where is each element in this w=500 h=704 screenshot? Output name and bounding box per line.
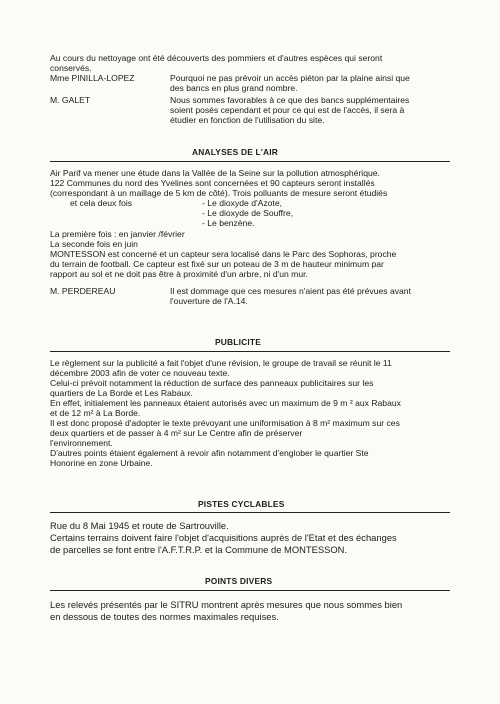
body-line: et de 12 m² à La Borde. (50, 408, 141, 418)
body-line: Celui-ci prévoit notamment la réduction de surface des panneaux publicitaires sur les (50, 378, 374, 388)
body-line: Certains terrains doivent faire l'objet d'acquisitions auprès de l'Etat et des échanges (50, 532, 397, 543)
body-line: et cela deux fois (70, 198, 133, 208)
body-line: rapport au sol et ne doit pas être à proximité d'un arbre, ni d'un mur. (50, 269, 308, 279)
speaker-name: M. GALET (50, 95, 91, 105)
body-line: La seconde fois en juin (50, 239, 138, 249)
pollutant-item: - Le benzène. (202, 218, 255, 228)
section-heading: PUBLICITE (215, 337, 262, 347)
body-line: quartiers de La Borde et Les Rabaux. (50, 388, 193, 398)
speaker-reply: Il est dommage que ces mesures n'aient pas été prévues avant (170, 286, 411, 296)
speaker-reply: soient posés cependant et pour ce qui est de l'accès, il sera à (170, 105, 405, 115)
body-line: 122 Communes du nord des Yvelines sont concernées et 90 capteurs seront installés (50, 178, 375, 188)
body-line: deux quartiers et de passer à 4 m² sur Le Centre afin de préserver (50, 428, 303, 438)
speaker-reply: Pourquoi ne pas prévoir un accès piéton par la plaine ainsi que (170, 73, 410, 83)
body-line: Il est donc proposé d'adopter le texte prévoyant une uniformisation à 8 m² maximum sur ces (50, 418, 400, 428)
body-line: du terrain de football. Ce capteur est fixé sur un poteau de 3 m de hauteur minimum par (50, 259, 384, 269)
speaker-reply: des bancs en plus grand nombre. (170, 83, 298, 93)
body-line: l'environnement. (50, 438, 113, 448)
body-line: La première fois : en janvier /février (50, 229, 185, 239)
section-divider (50, 161, 450, 162)
speaker-reply: l'ouverture de l'A.14. (170, 296, 248, 306)
speaker-reply: Nous sommes favorables à ce que des bancs supplémentaires (170, 95, 410, 105)
section-heading: PISTES CYCLABLES (198, 499, 285, 509)
body-line: de parcelles se font entre l'A.F.T.R.P. et la Commune de MONTESSON. (50, 544, 348, 555)
body-line: en dessous de toutes des normes maximales requises. (50, 611, 279, 622)
body-line: En effet, initialement les panneaux étaient autorisés avec un maximum de 9 m ² aux Rabaux (50, 398, 401, 408)
body-line: Le règlement sur la publicité a fait l'objet d'une révision, le groupe de travail se réunit le 11 (50, 358, 392, 368)
body-line: D'autres points étaient également à revoir afin notamment d'englober le quartier Ste (50, 448, 369, 458)
body-line: Les relevés présentés par le SITRU montrent après mesures que nous sommes bien (50, 599, 403, 610)
intro-line: conservés. (50, 63, 92, 73)
speaker-reply: étudier en fonction de l'utilisation du site. (170, 115, 325, 125)
section-divider (50, 590, 450, 591)
section-divider (50, 351, 450, 352)
intro-line: Au cours du nettoyage ont été découverts des pommiers et d'autres espèces qui seront (50, 53, 383, 63)
body-line: MONTESSON est concerné et un capteur sera localisé dans le Parc des Sophoras, proche (50, 249, 397, 259)
speaker-name: Mme PINILLA-LOPEZ (50, 73, 135, 83)
body-line: décembre 2003 afin de voter ce nouveau texte. (50, 368, 230, 378)
body-line: Honorine en zone Urbaine. (50, 458, 153, 468)
body-line: Air Parif va mener une étude dans la Vallée de la Seine sur la pollution atmosphérique. (50, 168, 380, 178)
pollutant-item: - Le dioxyde d'Azote, (202, 198, 282, 208)
speaker-name: M. PERDEREAU (50, 286, 116, 296)
section-divider (50, 512, 450, 513)
section-heading: POINTS DIVERS (205, 576, 273, 586)
body-line: (correspondant à un maillage de 5 km de côté). Trois polluants de mesure seront étudiés (50, 188, 388, 198)
pollutant-item: - Le dioxyde de Souffre, (202, 208, 294, 218)
section-heading: ANALYSES DE L'AIR (192, 147, 279, 157)
body-line: Rue du 8 Mai 1945 et route de Sartrouville. (50, 520, 229, 531)
